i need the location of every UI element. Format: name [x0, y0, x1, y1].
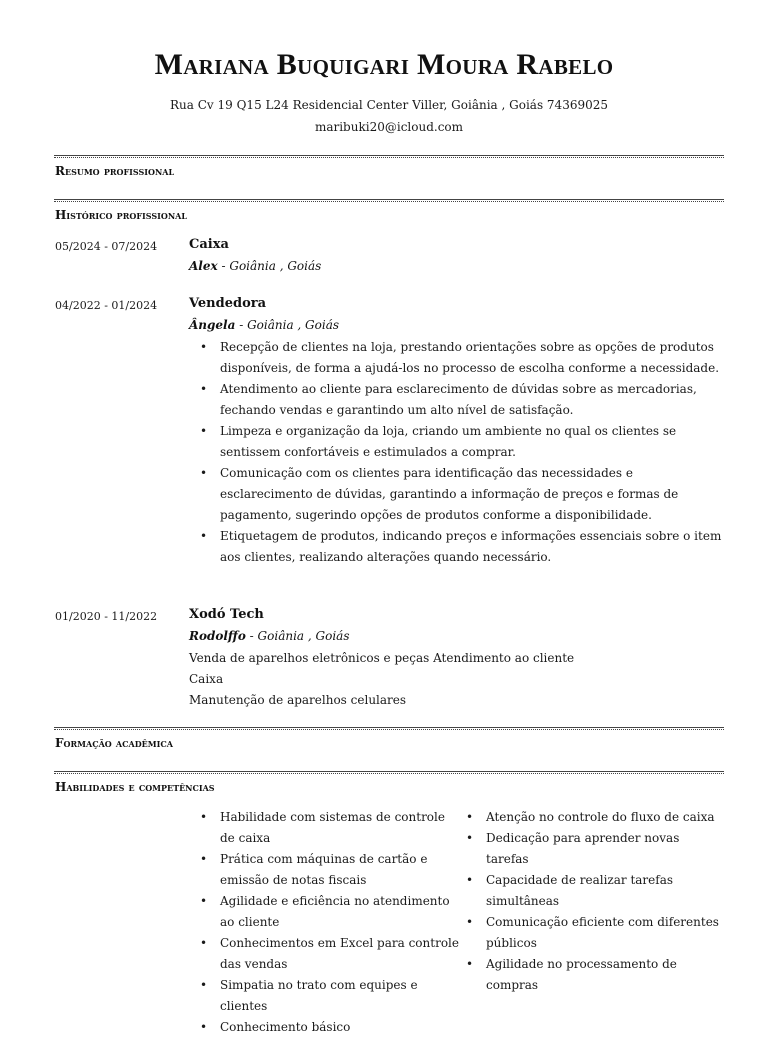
skills-list-left: [197, 807, 459, 1038]
list-item: • Comunicação com os clientes para identificação das necessidades e esclarecimento de dúvidas, garantindo a informação de preços e formas de pagamento, sugerindo opções de produtos conforme a disponibilidade.: [197, 463, 727, 526]
list-item: • Prática com máquinas de cartão e emissão de notas fiscais: [197, 849, 459, 891]
list-item: • Comunicação eficiente com diferentes públicos: [463, 912, 725, 954]
list-item: • Dedicação para aprender novas tarefas: [463, 828, 725, 870]
section-title-history: Histórico profissional: [55, 208, 187, 222]
list-item: • Agilidade e eficiência no atendimento ao cliente: [197, 891, 459, 933]
list-item: • Conhecimento básico: [197, 1017, 459, 1038]
list-item: • Habilidade com sistemas de controle de caixa: [197, 807, 459, 849]
job-dates: 05/2024 - 07/2024: [55, 240, 158, 253]
section-title-summary: Resumo profissional: [55, 164, 175, 178]
job-company-line: [189, 318, 339, 332]
section-title-skills: Habilidades e competências: [55, 780, 215, 794]
list-item: Venda de aparelhos eletrônicos e peças Atendimento ao cliente: [189, 651, 575, 665]
section-divider: [54, 155, 724, 156]
section-title-education: Formação acadêmica: [55, 736, 173, 750]
job-duties-list: [197, 337, 727, 568]
job-company-line: [189, 629, 349, 643]
email: maribuki20@icloud.com: [314, 120, 464, 134]
section-divider: [54, 771, 724, 772]
list-item: • Agilidade no processamento de compras: [463, 954, 725, 996]
job-location: - Goiânia , Goiás: [245, 629, 350, 643]
list-item: • Capacidade de realizar tarefas simultâneas: [463, 870, 725, 912]
job-dates: 01/2020 - 11/2022: [55, 610, 158, 623]
list-item: Caixa: [189, 672, 224, 686]
job-location: - Goiânia , Goiás: [235, 318, 340, 332]
job-lines: [189, 648, 574, 711]
job-role: Vendedora: [189, 296, 267, 311]
list-item: • Etiquetagem de produtos, indicando preços e informações essenciais sobre o item aos clientes, realizando alterações quando necessário.: [197, 526, 727, 568]
section-divider: [54, 199, 724, 200]
job-company-line: [189, 259, 321, 273]
section-divider: [54, 727, 724, 728]
job-company: Ângela: [189, 318, 236, 332]
candidate-name: Mariana Buquigari Moura Rabelo: [154, 48, 614, 81]
job-company: Rodolffo: [189, 629, 246, 643]
list-item: Manutenção de aparelhos celulares: [189, 693, 407, 707]
list-item: • Atendimento ao cliente para esclarecimento de dúvidas sobre as mercadorias, fechando vendas e garantindo um alto nível de satisfação.: [197, 379, 727, 421]
job-role: Xodó Tech: [189, 607, 264, 622]
job-role: Caixa: [189, 237, 229, 252]
list-item: • Limpeza e organização da loja, criando um ambiente no qual os clientes se sentissem confortáveis e estimulados a comprar.: [197, 421, 727, 463]
list-item: • Conhecimentos em Excel para controle das vendas: [197, 933, 459, 975]
job-location: - Goiânia , Goiás: [217, 259, 322, 273]
list-item: • Atenção no controle do fluxo de caixa: [463, 807, 725, 828]
job-company: Alex: [189, 259, 218, 273]
job-dates: 04/2022 - 01/2024: [55, 299, 158, 312]
address: Rua Cv 19 Q15 L24 Residencial Center Viller, Goiânia , Goiás 74369025: [170, 98, 608, 112]
skills-list-right: [463, 807, 725, 996]
list-item: • Simpatia no trato com equipes e clientes: [197, 975, 459, 1017]
list-item: • Recepção de clientes na loja, prestando orientações sobre as opções de produtos disponíveis, de forma a ajudá-los no processo de escolha conforme a necessidade.: [197, 337, 727, 379]
